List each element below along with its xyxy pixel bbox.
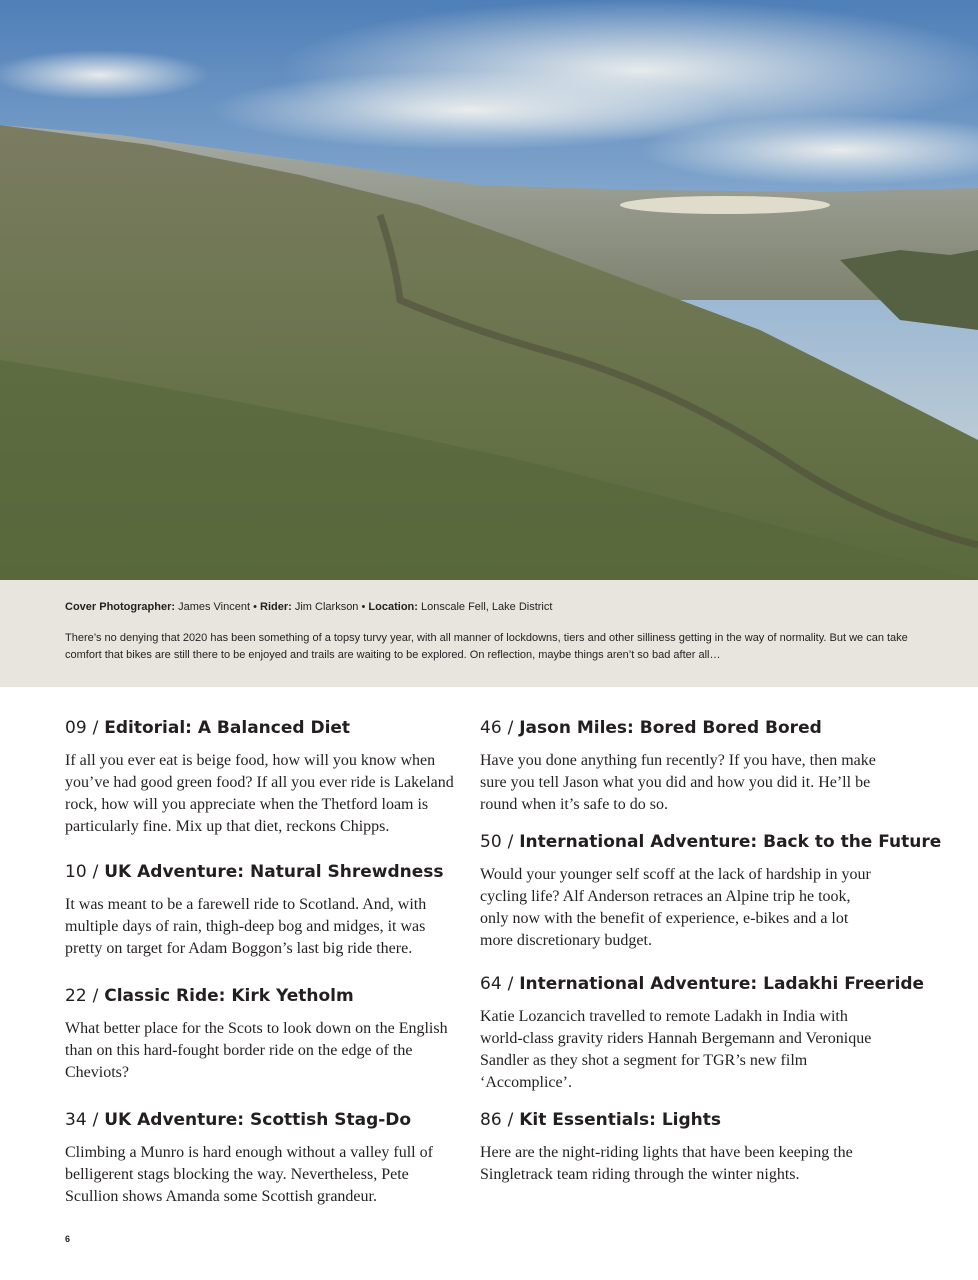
- entry-summary: Would your younger self scoff at the lack of hardship in your cycling life? Alf Anderson retraces an Alpine trip he took, only now with the benefit of experience, e-bikes and a lot more discretionary budget.: [480, 866, 871, 949]
- entry-number: 50: [480, 832, 502, 852]
- entry-heading: [65, 860, 465, 884]
- entry-slash: /: [507, 832, 514, 852]
- contents-entry[interactable]: [65, 1108, 465, 1208]
- entry-summary: If all you ever eat is beige food, how will you know when you’ve had good green food? If all you ever ride is Lakeland rock, how will you appreciate when the Thetford loam is particularly fine. Mix up that diet, reckons Chipps.: [65, 752, 454, 835]
- credit-value-photographer: James Vincent: [178, 601, 251, 613]
- credit-separator: •: [253, 601, 257, 613]
- entry-slash: /: [507, 974, 514, 994]
- entry-title: Jason Miles: Bored Bored Bored: [519, 718, 822, 738]
- entry-title: Classic Ride: Kirk Yetholm: [104, 986, 354, 1006]
- entry-slash: /: [92, 862, 99, 882]
- entry-number: 46: [480, 718, 502, 738]
- entry-summary: What better place for the Scots to look down on the English than on this hard-fought border ride on the edge of the Cheviots?: [65, 1020, 448, 1081]
- entry-slash: /: [92, 986, 99, 1006]
- entry-heading: [480, 1108, 880, 1132]
- entry-number: 09: [65, 718, 87, 738]
- contents-entry[interactable]: [65, 860, 465, 960]
- entry-title: International Adventure: Ladakhi Freeride: [519, 974, 925, 994]
- entry-title: International Adventure: Back to the Future: [519, 832, 942, 852]
- photo-credits: [65, 600, 945, 614]
- entry-slash: /: [507, 718, 514, 738]
- entry-number: 34: [65, 1110, 87, 1130]
- credit-label-rider: Rider:: [260, 601, 292, 613]
- entry-heading: [65, 716, 465, 740]
- contents-entry[interactable]: [480, 972, 925, 1094]
- entry-title: UK Adventure: Natural Shrewdness: [104, 862, 444, 882]
- entry-summary: Climbing a Munro is hard enough without a valley full of belligerent stags blocking the way. Nevertheless, Pete Scullion shows Amanda some Scottish grandeur.: [65, 1144, 433, 1205]
- credit-label-photographer: Cover Photographer:: [65, 601, 176, 613]
- entry-heading: [480, 716, 880, 740]
- contents-entry[interactable]: [480, 1108, 880, 1186]
- entry-heading: [65, 1108, 465, 1132]
- entry-number: 64: [480, 974, 502, 994]
- credit-separator: •: [361, 601, 366, 613]
- entry-heading: [65, 984, 465, 1008]
- entry-number: 86: [480, 1110, 502, 1130]
- contents-entry[interactable]: [480, 830, 942, 952]
- credit-value-location: Lonscale Fell, Lake District: [420, 601, 553, 613]
- contents-entry[interactable]: [65, 984, 465, 1084]
- cover-blurb: There’s no denying that 2020 has been something of a topsy turvy year, with all manner of lockdowns, tiers and other silliness getting in the way of normality. But we can take comfort that bikes are still there to be enjoyed and trails are waiting to be explored. On reflection, maybe things aren’t so bad after all…: [65, 632, 908, 661]
- entry-summary: It was meant to be a farewell ride to Scotland. And, with multiple days of rain, thigh-deep bog and midges, it was pretty on target for Adam Boggon’s last big ride there.: [65, 896, 427, 957]
- entry-title: Editorial: A Balanced Diet: [104, 718, 351, 738]
- entry-title: UK Adventure: Scottish Stag-Do: [104, 1110, 412, 1130]
- entry-summary: Have you done anything fun recently? If you have, then make sure you tell Jason what you did and how you did it. He’ll be round when it’s safe to do so.: [480, 752, 876, 813]
- cover-photo-illustration: [0, 0, 978, 580]
- credit-value-rider: Jim Clarkson: [294, 601, 359, 613]
- entry-number: 22: [65, 986, 87, 1006]
- entry-summary: Here are the night-riding lights that have been keeping the Singletrack team riding through the winter nights.: [480, 1144, 853, 1183]
- entry-heading: [480, 830, 942, 854]
- credit-label-location: Location:: [368, 601, 418, 613]
- entry-summary: Katie Lozancich travelled to remote Ladakh in India with world-class gravity riders Hannah Bergemann and Veronique Sandler as they shot a segment for TGR’s new film ‘Accomplice’.: [480, 1008, 872, 1091]
- entry-heading: [480, 972, 925, 996]
- entry-slash: /: [507, 1110, 514, 1130]
- entry-slash: /: [92, 1110, 99, 1130]
- contents-entry[interactable]: [480, 716, 880, 816]
- entry-number: 10: [65, 862, 87, 882]
- entry-slash: /: [92, 718, 99, 738]
- entry-title: Kit Essentials: Lights: [519, 1110, 722, 1130]
- page-number: 6: [65, 1234, 71, 1244]
- cover-photo: [0, 0, 978, 580]
- contents-entry[interactable]: [65, 716, 465, 838]
